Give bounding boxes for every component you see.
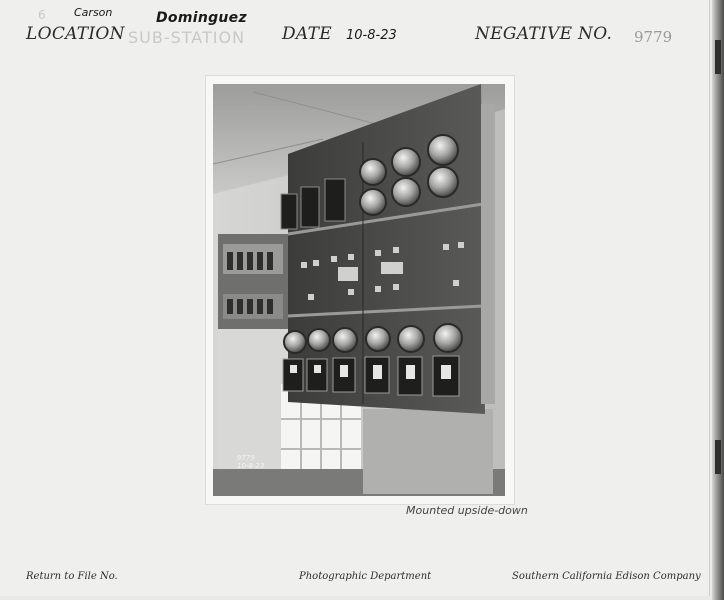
photo-inscription-date: 10-8-23 — [237, 462, 265, 470]
footer-return-to-file: Return to File No. — [26, 571, 118, 582]
location-printed-faint: SUB-STATION — [128, 28, 246, 47]
page-edge-strip — [712, 0, 724, 600]
negative-value: 9779 — [634, 28, 673, 46]
photograph — [213, 84, 505, 496]
location-handwritten-top: Carson — [74, 6, 113, 19]
photo-inscription-number: 9779 — [237, 454, 255, 462]
footer-department: Photographic Department — [299, 571, 432, 582]
location-label: LOCATION — [26, 24, 125, 44]
negative-label: NEGATIVE NO. — [475, 24, 613, 44]
handwritten-note: Mounted upside-down — [406, 504, 528, 517]
date-label: DATE — [282, 24, 332, 44]
location-handwritten: Dominguez — [156, 10, 247, 26]
corner-number: 6 — [38, 8, 46, 22]
date-value: 10-8-23 — [346, 28, 397, 43]
switchboard-photo — [213, 84, 505, 496]
footer-company: Southern California Edison Company — [512, 571, 701, 582]
